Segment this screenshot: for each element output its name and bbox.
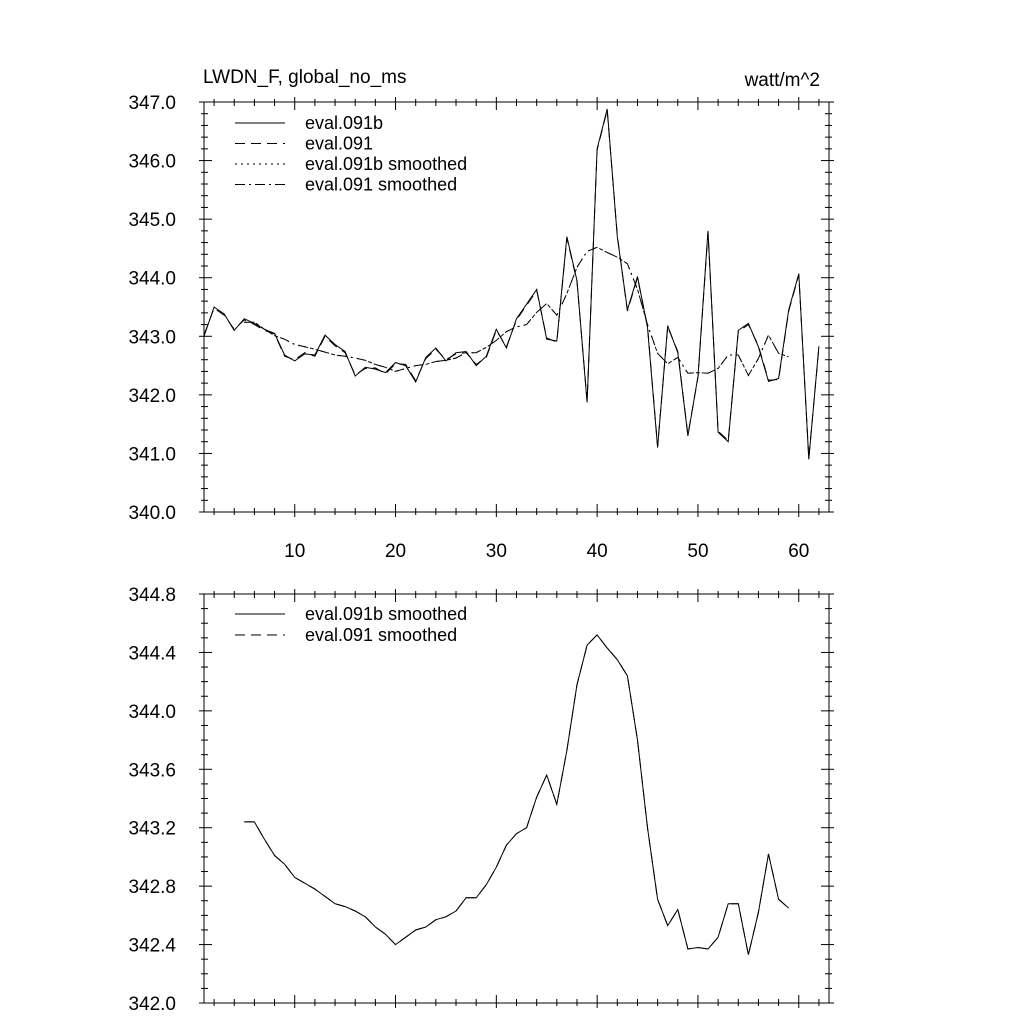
y-tick-label: 340.0 [128, 503, 176, 524]
x-tick-label: 40 [586, 541, 608, 562]
series-line [244, 635, 788, 955]
y-tick-label: 342.0 [128, 994, 176, 1015]
legend-label: eval.091b smoothed [305, 604, 468, 624]
series-line [244, 247, 788, 375]
x-tick-label: 20 [384, 541, 407, 562]
series-line [204, 109, 819, 459]
legend-label: eval.091 smoothed [305, 174, 458, 195]
plot-frame [204, 594, 829, 1003]
y-tick-label: 344.8 [128, 585, 176, 606]
legend-label: eval.091b [305, 113, 384, 133]
legend-label: eval.091 smoothed [305, 625, 458, 645]
legend-label: eval.091b smoothed [305, 154, 468, 174]
right-title: watt/m^2 [744, 70, 820, 91]
y-tick-label: 344.4 [128, 643, 176, 665]
y-tick-label: 342.8 [128, 877, 176, 899]
x-tick-label: 10 [284, 541, 306, 562]
series-line [244, 247, 788, 375]
series-line [204, 110, 819, 458]
series-line [244, 635, 788, 955]
top-panel [128, 93, 834, 562]
y-tick-label: 347.0 [128, 93, 176, 114]
y-tick-label: 343.2 [128, 818, 176, 840]
y-tick-label: 346.0 [128, 151, 176, 173]
x-tick-label: 50 [687, 541, 709, 562]
y-tick-label: 343.0 [128, 327, 176, 349]
y-tick-label: 344.0 [128, 268, 176, 290]
x-tick-label: 60 [788, 541, 810, 562]
y-tick-label: 343.6 [128, 760, 176, 782]
y-tick-label: 345.0 [128, 210, 176, 232]
plot-frame [204, 102, 829, 512]
y-tick-label: 344.0 [128, 701, 176, 723]
legend-label: eval.091 [305, 133, 374, 154]
left-title: LWDN_F, global_no_ms [203, 67, 407, 88]
x-tick-label: 30 [485, 541, 507, 562]
y-tick-label: 342.4 [128, 935, 176, 957]
y-tick-label: 341.0 [128, 444, 176, 466]
bottom-panel [128, 585, 834, 1015]
y-tick-label: 342.0 [128, 385, 176, 407]
